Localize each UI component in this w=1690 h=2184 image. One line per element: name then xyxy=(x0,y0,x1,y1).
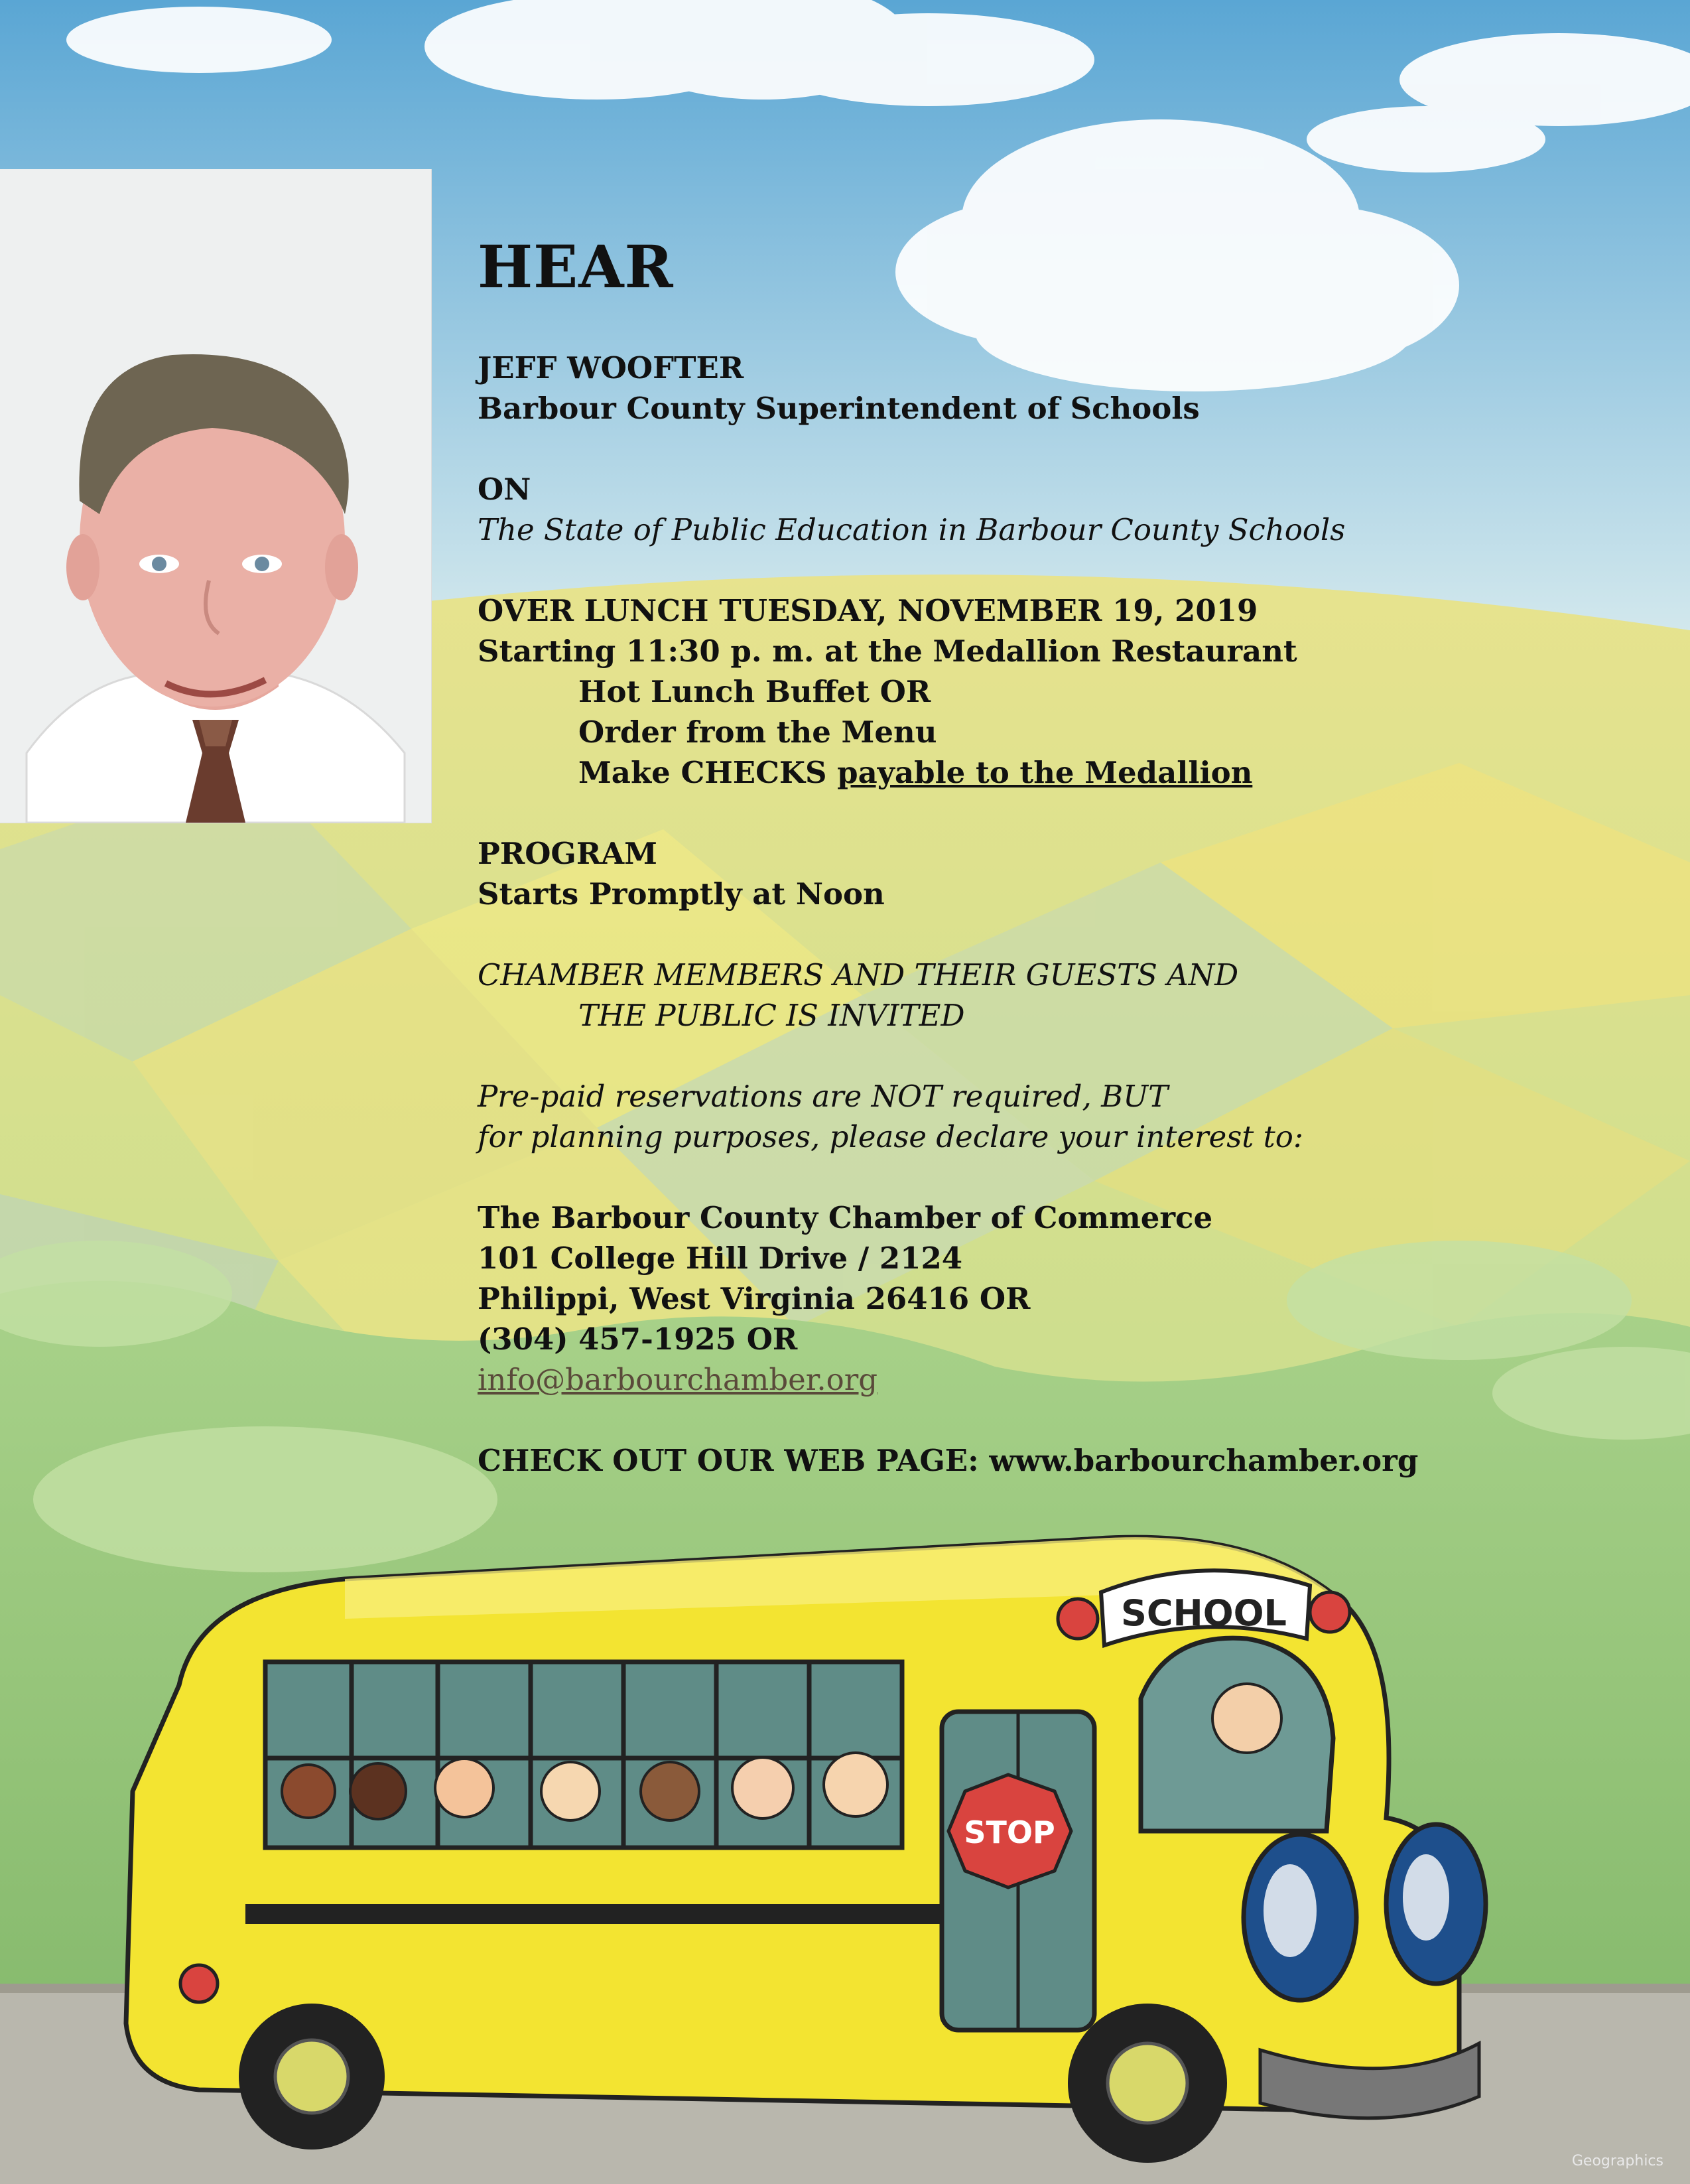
checks-prefix: Make CHECKS xyxy=(578,755,838,790)
lunch-option-menu: Order from the Menu xyxy=(578,715,937,750)
contact-phone: (304) 457-1925 OR xyxy=(478,1322,798,1357)
speaker-name: JEFF WOOFTER xyxy=(478,350,744,385)
headline: HEAR xyxy=(478,232,674,301)
reservations-line-1: Pre-paid reservations are NOT required, BUT xyxy=(478,1079,1169,1114)
invite-line-1: CHAMBER MEMBERS AND THEIR GUESTS AND xyxy=(478,957,1239,992)
speaker-title: Barbour County Superintendent of Schools xyxy=(478,391,1200,426)
reservations-line-2: for planning purposes, please declare your interest to: xyxy=(478,1119,1304,1154)
invite-line-2: THE PUBLIC IS INVITED xyxy=(578,998,965,1033)
driver xyxy=(1212,1684,1281,1753)
bus-windows xyxy=(265,1662,902,1848)
lunch-start: Starting 11:30 p. m. at the Medallion Restaurant xyxy=(478,634,1297,669)
contact-email-link[interactable]: info@barbourchamber.org xyxy=(478,1362,878,1397)
school-sign-label: SCHOOL xyxy=(1121,1592,1287,1634)
lunch-option-buffet: Hot Lunch Buffet OR xyxy=(578,674,931,709)
web-page-line[interactable]: CHECK OUT OUR WEB PAGE: www.barbourchamber.org xyxy=(478,1443,1419,1478)
stop-sign-label: STOP xyxy=(964,1814,1055,1850)
checks-payee: payable to the Medallion xyxy=(837,755,1253,790)
topic-text: The State of Public Education in Barbour County Schools xyxy=(478,512,1346,547)
illustration-credit: Geographics xyxy=(1571,2153,1663,2169)
topic-label: ON xyxy=(478,472,531,507)
program-heading: PROGRAM xyxy=(478,836,657,871)
contact-address-1: 101 College Hill Drive / 2124 xyxy=(478,1241,963,1276)
contact-org: The Barbour County Chamber of Commerce xyxy=(478,1200,1213,1235)
program-text: Starts Promptly at Noon xyxy=(478,876,885,912)
lunch-heading: OVER LUNCH TUESDAY, NOVEMBER 19, 2019 xyxy=(478,593,1258,628)
contact-address-2: Philippi, West Virginia 26416 OR xyxy=(478,1281,1031,1316)
